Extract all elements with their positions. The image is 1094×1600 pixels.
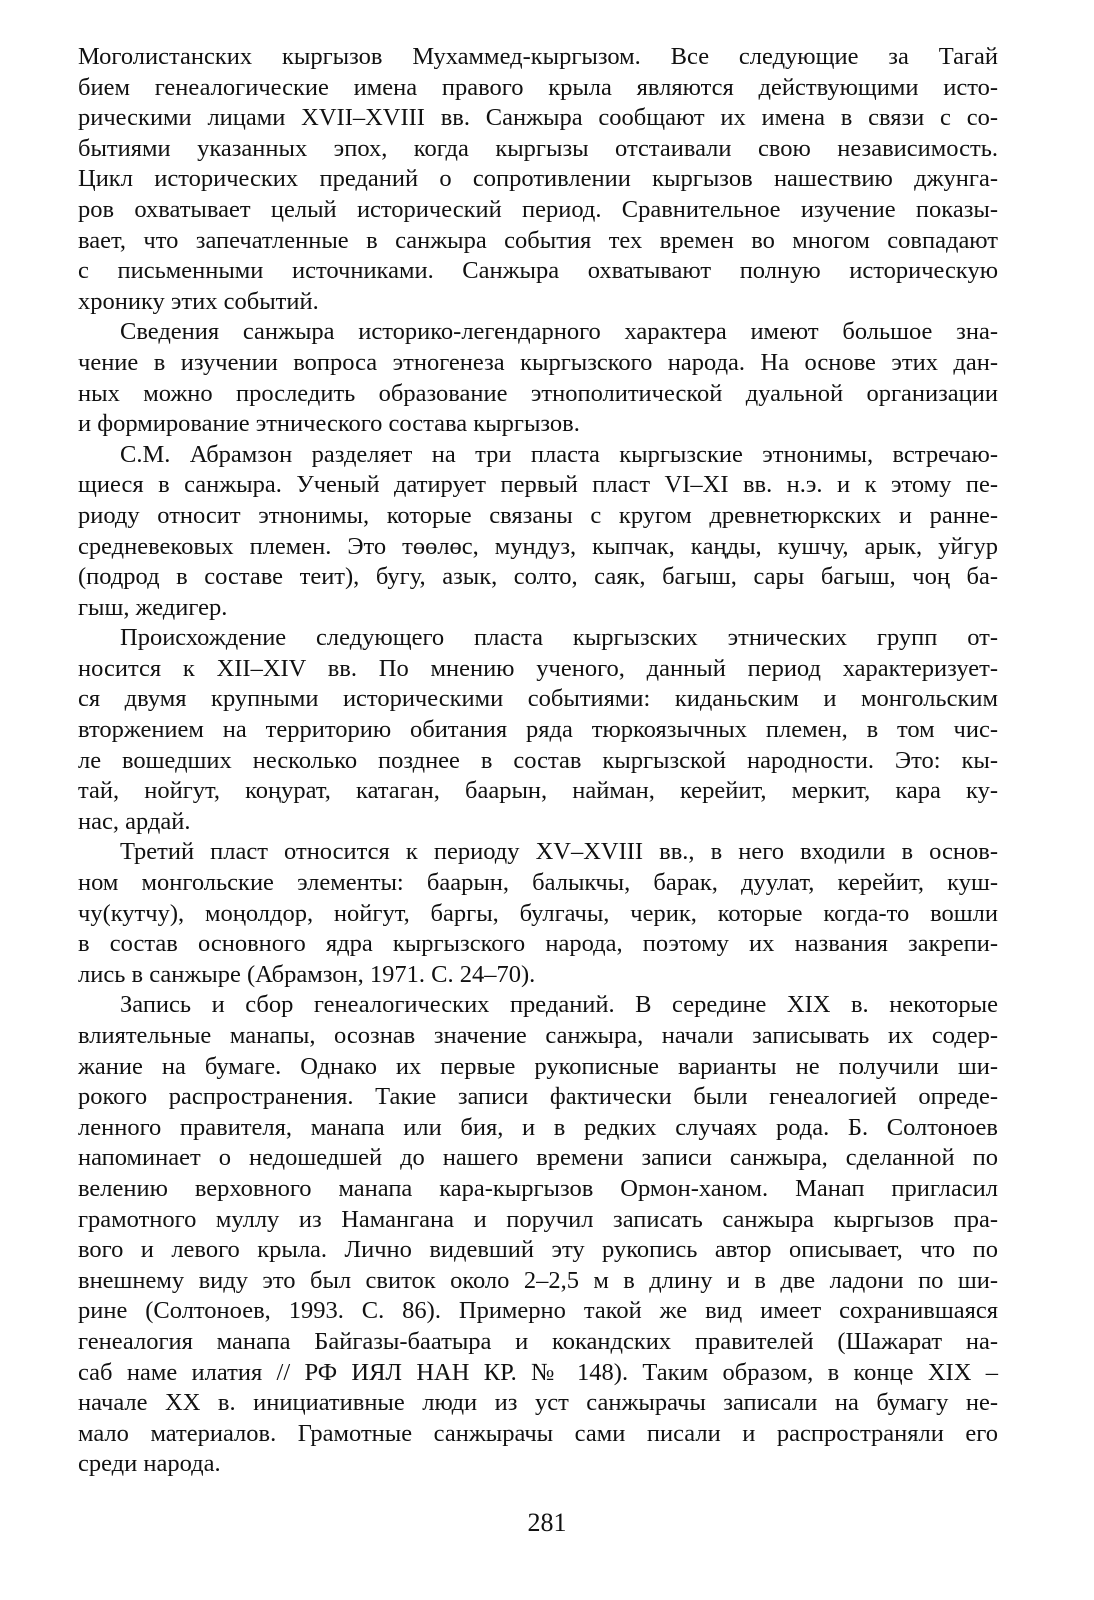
text-line: Сведения санжыра историко-легендарного характера имеют большое зна- — [120, 318, 998, 346]
text-line: мало материалов. Грамотные санжырачы сами писали и распространяли его — [78, 1419, 998, 1447]
text-line: тай, нойгут, коңурат, катаган, баарын, найман, керейит, меркит, кара ку- — [78, 777, 998, 805]
text-line: грамотного муллу из Намангана и поручил записать санжыра кыргызов пра- — [78, 1205, 998, 1233]
text-line: ном монгольские элементы: баарын, балыкчы, барак, дуулат, керейит, куш- — [78, 869, 998, 897]
text-line: жание на бумаге. Однако их первые рукописные варианты не получили ши- — [78, 1052, 998, 1080]
text-line: в состав основного ядра кыргызского народа, поэтому их названия закрепи- — [78, 930, 998, 958]
text-line: с письменными источниками. Санжыра охватывают полную историческую — [78, 257, 998, 285]
text-line: вторжением на территорию обитания ряда тюркоязычных племен, в том чис- — [78, 716, 998, 744]
text-line: внешнему виду это был свиток около 2–2,5 м в длину и в две ладони по ши- — [78, 1266, 998, 1294]
text-line: щиеся в санжыра. Ученый датирует первый пласт VI–XI вв. н.э. и к этому пе- — [78, 471, 998, 499]
text-line: саб наме илатия // РФ ИЯЛ НАН КР. № 148). Таким образом, в конце XIX – — [78, 1358, 998, 1386]
text-line: С.М. Абрамзон разделяет на три пласта кыргызские этнонимы, встречаю- — [120, 440, 998, 468]
text-line: носится к XII–XIV вв. По мнению ученого, данный период характеризует- — [78, 654, 998, 682]
text-line: лись в санжыре (Абрамзон, 1971. С. 24–70). — [78, 960, 536, 988]
text-line: Цикл исторических преданий о сопротивлении кыргызов нашествию джунга- — [78, 165, 998, 193]
text-line: ле вошедших несколько позднее в состав кыргызской народности. Это: кы- — [78, 746, 998, 774]
text-line: бием генеалогические имена правого крыла являются действующими исто- — [78, 73, 998, 101]
text-line: риоду относит этнонимы, которые связаны с кругом древнетюркских и ранне- — [78, 501, 998, 529]
text-line: средневековых племен. Это төөлөс, мундуз, кыпчак, кaңды, кушчу, арык, уйгур — [78, 532, 998, 560]
text-line: начале XX в. инициативные люди из уст санжырачы записали на бумагу не- — [78, 1389, 998, 1417]
page-number: 281 — [527, 1508, 567, 1537]
text-line: среди народа. — [78, 1450, 221, 1478]
text-line: велению верховного манапа кара-кыргызов Ормон-ханом. Манап пригласил — [78, 1174, 998, 1202]
text-line: вает, что запечатленные в санжыра события тех времен во многом совпадают — [78, 226, 998, 254]
text-line: и формирование этнического состава кыргызов. — [78, 410, 580, 438]
text-line: ных можно проследить образование этнополитической дуальной организации — [78, 379, 998, 407]
text-line: бытиями указанных эпох, когда кыргызы отстаивали свою независимость. — [78, 134, 998, 162]
text-line: влиятельные манапы, осознав значение санжыра, начали записывать их содер- — [78, 1022, 998, 1049]
text-line: Запись и сбор генеалогических преданий. В середине XIX в. некоторые — [120, 991, 998, 1019]
text-line: генеалогия манапа Байгазы-баатыра и кокандских правителей (Шажарат на- — [78, 1327, 998, 1355]
text-line: хронику этих событий. — [78, 287, 319, 315]
text-line: чу(кутчу), моңолдор, нойгут, баргы, булгачы, черик, которые когда-то вошли — [78, 899, 998, 927]
text-line: нас, ардай. — [78, 807, 191, 835]
text-line: рокого распространения. Такие записи фактически были генеалогией опреде- — [78, 1083, 998, 1111]
text-line: ся двумя крупными историческими событиями: киданьским и монгольским — [78, 685, 998, 713]
text-line: Моголистанских кыргызов Мухаммед-кыргызом. Все следующие за Тагай — [78, 43, 998, 70]
text-line: ров охватывает целый исторический период. Сравнительное изучение показы- — [78, 195, 998, 223]
body-text — [78, 42, 998, 1480]
text-line: ленного правителя, манапа или бия, и в редких случаях рода. Б. Солтоноев — [78, 1113, 998, 1141]
text-line: (подрод в составе теит), бугу, азык, солто, саяк, багыш, сары багыш, чоң ба- — [78, 563, 998, 591]
text-line: Происхождение следующего пласта кыргызских этнических групп от- — [120, 624, 998, 652]
text-line: вого и левого крыла. Лично видевший эту рукопись автор описывает, что по — [78, 1236, 998, 1264]
text-line: чение в изучении вопроса этногенеза кыргызского народа. На основе этих дан- — [78, 348, 998, 376]
text-line: гыш, жедигер. — [78, 593, 228, 621]
text-line: Третий пласт относится к периоду XV–XVIII вв., в него входили в основ- — [120, 838, 998, 866]
text-line: рическими лицами XVII–XVIII вв. Санжыра сообщают их имена в связи с со- — [78, 104, 998, 132]
text-line: напоминает о недошедшей до нашего времени записи санжыра, сделанной по — [78, 1144, 998, 1172]
text-line: рине (Солтоноев, 1993. С. 86). Примерно такой же вид имеет сохранившаяся — [78, 1297, 998, 1325]
